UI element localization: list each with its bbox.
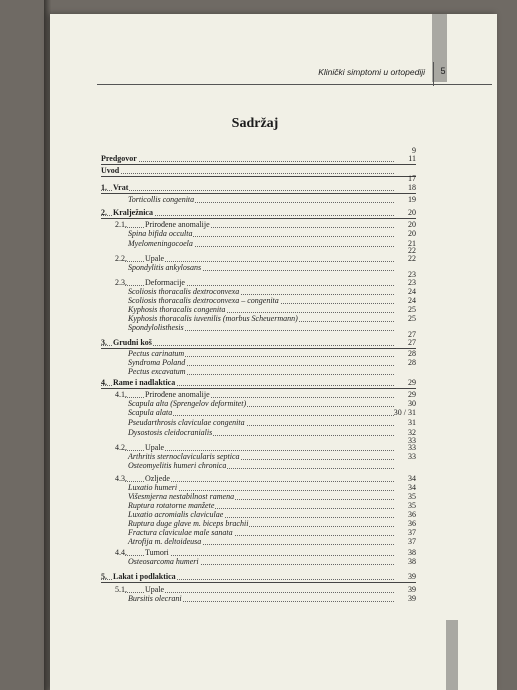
toc-entry-label: Bursitis olecrani — [128, 594, 182, 603]
toc-entry-number: 2.2. — [115, 254, 127, 263]
toc-entry — [101, 418, 416, 428]
toc-entry-page: 30 / 31 — [393, 408, 416, 417]
toc-entry-label: Syndroma Poland — [128, 358, 186, 367]
toc-entry-label: Myelomeningocoela — [128, 239, 193, 248]
toc-entry-page: 27 — [408, 330, 416, 339]
toc-leader-dots — [101, 190, 394, 191]
toc-entry-page: 35 — [408, 492, 416, 501]
toc-entry-number: 4. — [101, 378, 107, 387]
toc-entry-page: 20 — [408, 229, 416, 238]
toc-entry-label: Predgovor — [101, 154, 137, 163]
toc-entry-number: 5.1. — [115, 585, 127, 594]
toc-entry-label: Spina bifida occulta — [128, 229, 193, 238]
toc-entry — [101, 208, 416, 219]
toc-entry — [101, 557, 416, 567]
toc-entry-label: Arthritis sternoclavicularis septica — [128, 452, 240, 461]
toc-entry — [101, 154, 416, 165]
toc-entry-label: Torticollis congenita — [128, 195, 195, 204]
toc-entry-page: 29 — [408, 390, 416, 399]
toc-entry-label: Osteosarcoma humeri — [128, 557, 199, 566]
toc-entry-page: 33 — [408, 443, 416, 452]
toc-entry — [101, 195, 416, 205]
toc-entry-page: 25 — [408, 305, 416, 314]
toc-entry-label: Scoliosis thoracalis dextroconvexa — [128, 287, 240, 296]
toc-entry-page: 35 — [408, 501, 416, 510]
toc-entry-label: Pectus carinatum — [128, 349, 185, 358]
toc-entry-label: Ruptura rotatorne manžete — [128, 501, 215, 510]
toc-entry-label: Pectus excavatum — [128, 367, 186, 376]
toc-entry-label: Scapula alta (Sprengelov deformitet) — [128, 399, 247, 408]
running-title: Klinički simptomi u ortopediji — [318, 67, 425, 77]
toc-entry — [101, 572, 416, 583]
toc-entry-page: 38 — [408, 557, 416, 566]
toc-entry-label: Spondylitis ankylosans — [128, 263, 202, 272]
toc-entry-label: Deformacije — [145, 278, 185, 287]
toc-entry-label: Vrat — [113, 183, 129, 192]
toc-entry-label: Rame i nadlaktica — [113, 378, 176, 387]
toc-entry — [101, 408, 416, 418]
toc-entry-page: 28 — [408, 358, 416, 367]
toc-entry-page: 19 — [408, 195, 416, 204]
toc-entry-page: 24 — [408, 296, 416, 305]
toc-entry-number: 1. — [101, 183, 107, 192]
toc-entry-page: 33 — [408, 452, 416, 461]
toc-leader-dots — [125, 261, 394, 262]
toc-entry — [101, 594, 416, 604]
toc-entry — [101, 229, 416, 239]
toc-entry-label: Pseudarthrosis claviculae congenita — [128, 418, 245, 427]
toc-entry-number: 3. — [101, 338, 107, 347]
toc-entry-number: 2.3. — [115, 278, 127, 287]
toc-entry-label: Lakat i podlaktica — [113, 572, 176, 581]
toc-entry-label: Kyphosis thoracalis congenita — [128, 305, 226, 314]
toc-entry-label: Osteomyelitis humeri chronica — [128, 461, 227, 470]
toc-entry-page: 36 — [408, 519, 416, 528]
toc-entry-number: 4.1. — [115, 390, 127, 399]
toc-entry-label: Uvod — [101, 166, 120, 175]
toc-entry-page: 22 — [408, 254, 416, 263]
toc-entry — [101, 367, 416, 377]
toc-entry-page: 29 — [408, 378, 416, 387]
header-divider — [433, 62, 434, 86]
toc-entry-number: 4.4. — [115, 548, 127, 557]
toc-entry-page: 25 — [408, 314, 416, 323]
toc-entry-page: 24 — [408, 287, 416, 296]
toc-entry-number: 4.3. — [115, 474, 127, 483]
toc-entry-label: Ozljede — [145, 474, 170, 483]
toc-entry-page: 33 — [408, 436, 416, 445]
toc-entry-page: 34 — [408, 483, 416, 492]
toc-entry-label: Atrofija m. deltoideusa — [128, 537, 202, 546]
toc-entry — [101, 461, 416, 471]
toc-entry-page: 32 — [408, 428, 416, 437]
toc-entry-number: 2. — [101, 208, 107, 217]
toc-leader-dots — [125, 450, 394, 451]
toc-entry — [101, 537, 416, 547]
toc-entry — [101, 378, 416, 389]
toc-entry-label: Dysostosis cleidocranialis — [128, 428, 213, 437]
toc-entry-label: Fractura claviculae male sanata — [128, 528, 233, 537]
toc-entry-page: 30 — [408, 399, 416, 408]
toc-entry-label: Tumori — [145, 548, 169, 557]
toc-entry-label: Grudni koš — [113, 338, 152, 347]
toc-entry-page: 27 — [408, 338, 416, 347]
toc-entry-page: 39 — [408, 572, 416, 581]
toc-entry — [101, 183, 416, 194]
toc-entry-number: 2.1. — [115, 220, 127, 229]
toc-entry-label: Scoliosis thoracalis dextroconvexa – congenita — [128, 296, 279, 305]
toc-entry-page: 18 — [408, 183, 416, 192]
toc-entry-page: 38 — [408, 548, 416, 557]
page-number: 5 — [440, 66, 446, 76]
toc-entry-page: 11 — [408, 154, 416, 163]
toc-entry-page: 39 — [408, 594, 416, 603]
toc-entry-label: Ruptura duge glave m. biceps brachii — [128, 519, 249, 528]
toc-entry-page: 34 — [408, 474, 416, 483]
toc-entry-label: Kyphosis thoracalis iuvenilis (morbus Scheuermann) — [128, 314, 298, 323]
toc-entry-page: 23 — [408, 278, 416, 287]
toc-entry-label: Upale — [145, 443, 165, 452]
toc-entry-page: 17 — [408, 174, 416, 183]
toc-entry-number: 5. — [101, 572, 107, 581]
toc-entry-label: Prirođene anomalije — [145, 220, 210, 229]
toc-entry-page: 9 — [412, 146, 416, 155]
toc-entry-page: 39 — [408, 585, 416, 594]
toc-leader-dots — [101, 161, 394, 162]
toc-entry-page: 28 — [408, 349, 416, 358]
toc-entry-page: 37 — [408, 537, 416, 546]
toc-entry-label: Prirođene anomalije — [145, 390, 210, 399]
toc-entry-page: 20 — [408, 208, 416, 217]
toc-entry-number: 4.2. — [115, 443, 127, 452]
toc-entry-label: Luxatio acromialis claviculae — [128, 510, 224, 519]
toc-entry-label: Upale — [145, 254, 165, 263]
toc-entry-page: 23 — [408, 270, 416, 279]
toc-entry-page: 31 — [408, 418, 416, 427]
thumb-index-tab-bottom — [446, 620, 458, 690]
toc-entry-label: Višesmjerna nestabilnost ramena — [128, 492, 235, 501]
toc-entry-page: 37 — [408, 528, 416, 537]
toc-entry-page: 20 — [408, 220, 416, 229]
header-rule — [97, 84, 492, 85]
toc-entry — [101, 338, 416, 349]
toc-entry-label: Kralježnica — [113, 208, 153, 217]
toc-title: Sadržaj — [231, 116, 279, 131]
toc-leader-dots — [125, 592, 394, 593]
toc-entry-page: 36 — [408, 510, 416, 519]
toc-entry-label: Upale — [145, 585, 165, 594]
toc-entry-label: Luxatio humeri — [128, 483, 178, 492]
toc-entry-label: Spondylolisthesis — [128, 323, 184, 332]
toc-entry-label: Scapula alata — [128, 408, 173, 417]
toc-entry-page: 21 — [408, 239, 416, 248]
toc-entry-page: 22 — [408, 246, 416, 255]
